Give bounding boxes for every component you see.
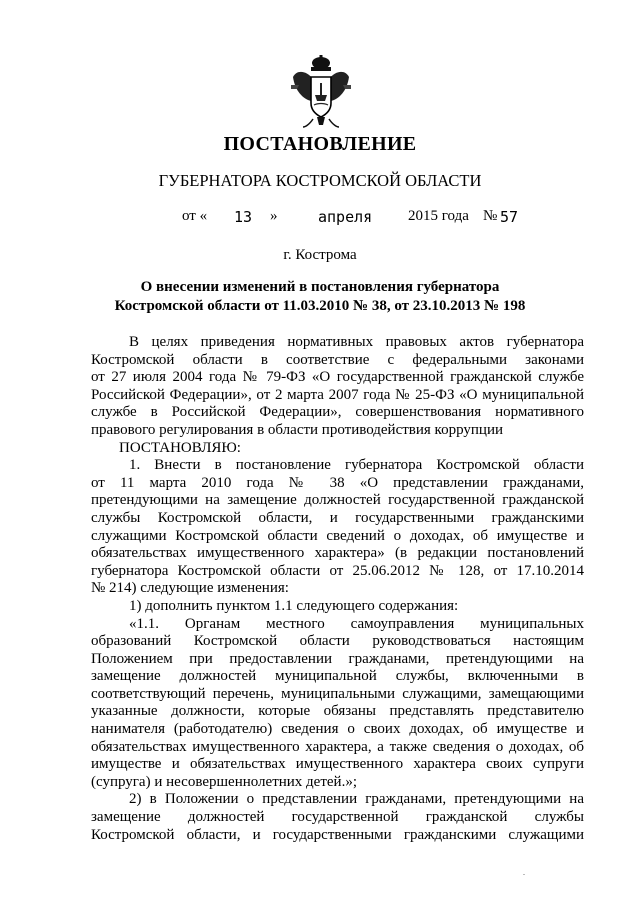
text-line: Костромской области в соответствие с федеральными законами (91, 351, 584, 368)
text-line: № 214) следующие изменения: (91, 580, 289, 597)
sub-item-1: 1) дополнить пунктом 1.1 следующего содержания: (129, 597, 459, 614)
text-line: 1. Внести в постановление губернатора Костромской области (129, 457, 584, 474)
crown-icon (311, 55, 331, 71)
scan-speck (523, 874, 525, 875)
text-line: служащими Костромской области сведений о доходах, об имуществе и (91, 527, 584, 544)
text-line: претендующими на замещение должностей государственной гражданской (91, 492, 584, 509)
text-line: правового регулирования в области противодействия коррупции (91, 421, 503, 438)
document-issuer: ГУБЕРНАТОРА КОСТРОМСКОЙ ОБЛАСТИ (158, 171, 482, 190)
item-1-paragraph (91, 457, 584, 598)
text-line: Костромской области, и государственными гражданскими служащими (91, 826, 584, 843)
date-day: 13 (234, 208, 253, 226)
text-line: имуществе и обязательствах имущественного характера своих супруги (91, 756, 584, 773)
document-title: ПОСТАНОВЛЕНИЕ (223, 133, 417, 155)
text-line: В целях приведения нормативных правовых актов губернатора (129, 334, 584, 350)
text-line: указанные должности, которые обязаны представлять представителю (91, 703, 584, 720)
text-line: от 11 марта 2010 года № 38 «О представлении гражданами, (91, 474, 584, 491)
document-subject (0, 278, 640, 316)
date-year: 2015 года (408, 208, 469, 224)
text-line: замещение должностей муниципальной службы, включенными в (91, 668, 584, 685)
text-line: (супруга) и несовершеннолетних детей.»; (91, 773, 358, 790)
text-line: соответствующий перечень, муниципальными служащими, замещающими (91, 685, 584, 702)
subject-line: Костромской области от 11.03.2010 № 38, от 23.10.2013 № 198 (114, 298, 526, 314)
text-line: обязательствах имущественного характера, а также сведения о доходах, об (91, 738, 584, 755)
date-prefix: от « (182, 208, 208, 224)
quoted-paragraph (91, 616, 584, 792)
text-line: службы Костромской области, и государственными гражданскими (91, 509, 584, 526)
shield-icon (311, 77, 331, 117)
subject-line: О внесении изменений в постановления губернатора (140, 279, 500, 295)
text-line: нанимателя (работодателю) сведения о своих доходах, об имуществе и (91, 721, 584, 738)
preamble-paragraph (91, 334, 584, 440)
text-line: 2) в Положении о представлении гражданами, претендующими на (129, 791, 584, 808)
text-line: «1.1. Органам местного самоуправления муниципальных (129, 615, 584, 632)
sub-item-2-paragraph (91, 791, 584, 844)
text-line: Положением при предоставлении гражданами, претендующими на (91, 650, 584, 667)
decree-word: ПОСТАНОВЛЯЮ: (119, 439, 241, 456)
coat-of-arms-emblem (289, 55, 353, 129)
document-city: г. Кострома (283, 247, 357, 263)
date-close-quote: » (270, 208, 278, 224)
text-line: Российской Федерации», от 2 марта 2007 года № 25-ФЗ «О муниципальной (91, 386, 584, 403)
text-line: от 27 июля 2004 года № 79-ФЗ «О государственной гражданской службе (91, 369, 584, 386)
text-line: губернатора Костромской области от 25.06.2012 № 128, от 17.10.2014 (91, 562, 584, 579)
text-line: образований Костромской области руководствоваться настоящим (91, 633, 584, 650)
text-line: обязательствах имущественного характера» (в редакции постановлений (91, 545, 584, 562)
number-sign: № (483, 208, 498, 224)
document-body (91, 334, 584, 844)
date-month: апреля (318, 208, 373, 226)
text-line: замещение должностей государственной гражданской службы (91, 809, 584, 826)
text-line: службе в Российской Федерации», совершенствования нормативного (91, 404, 584, 421)
document-number: 57 (500, 208, 519, 226)
